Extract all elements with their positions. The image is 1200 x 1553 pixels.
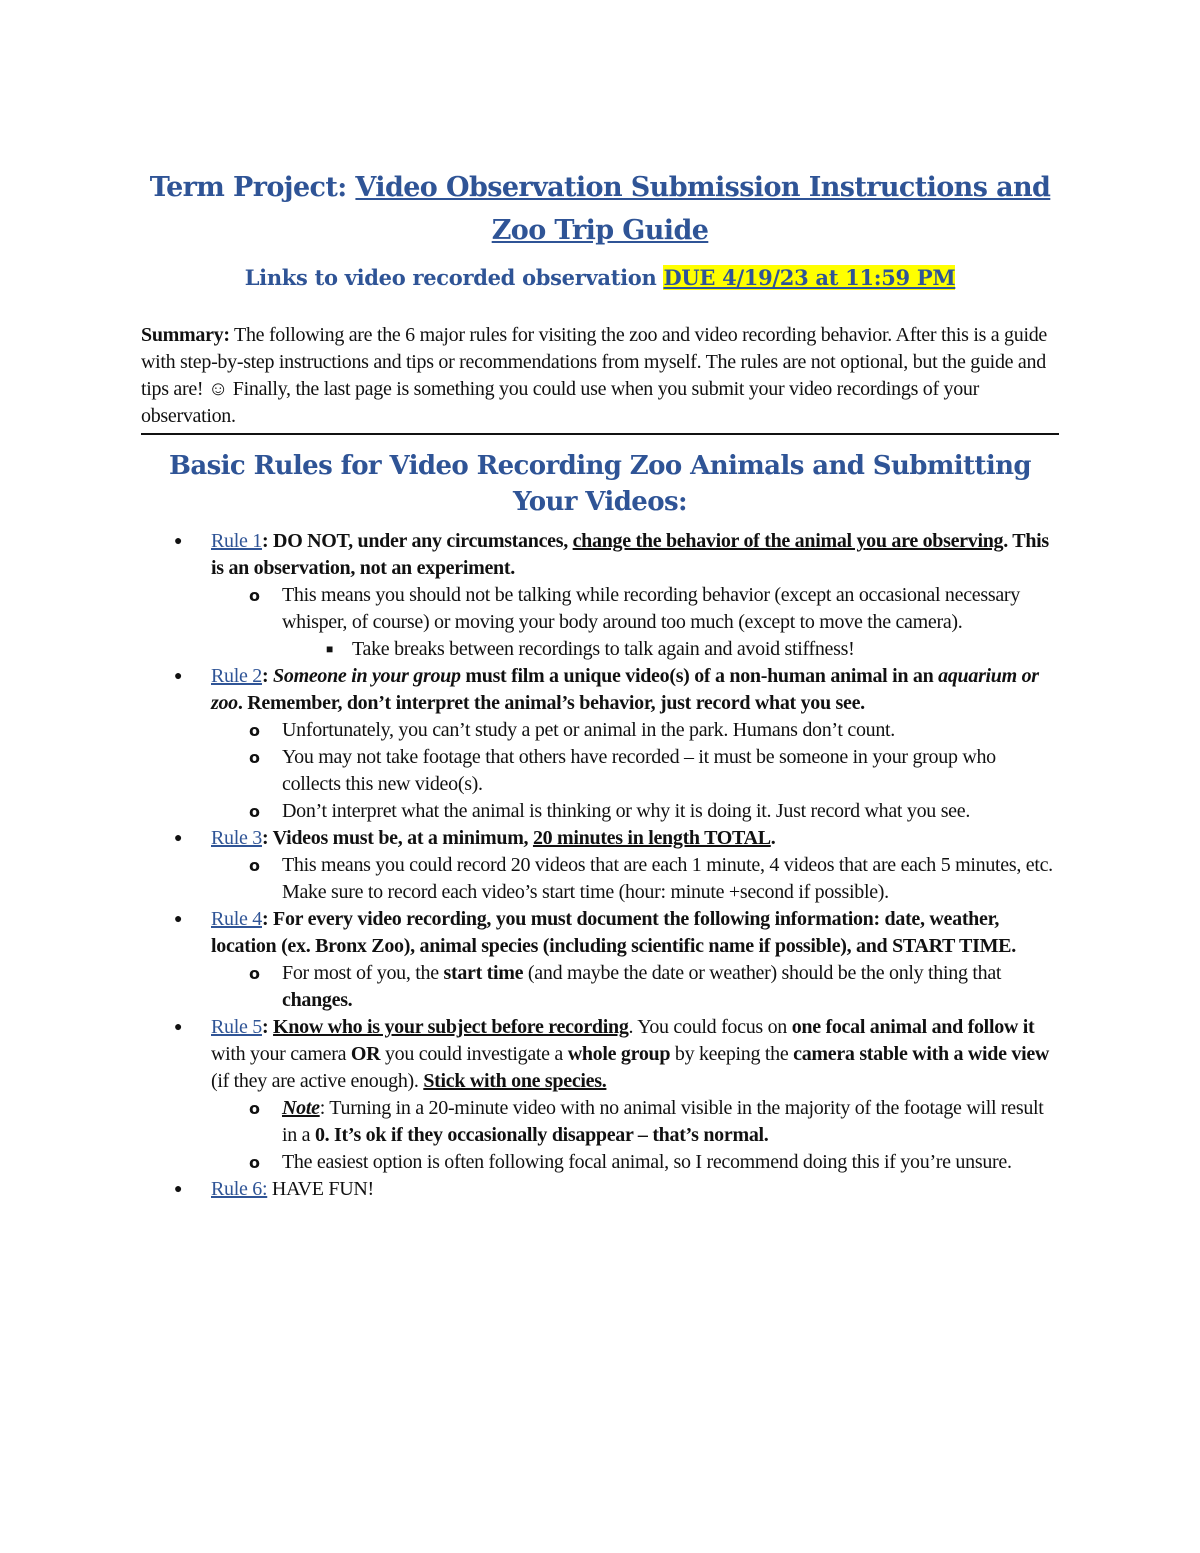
rule-1-sub-1-text: This means you should not be talking while recording behavior (except an occasional necessary whisper, of course) or moving your body around too much (except to move the camera). (282, 584, 1020, 633)
rule-5-text-i: by keeping the (670, 1043, 794, 1065)
summary-text: The following are the 6 major rules for visiting the zoo and video recording behavior. After this is a guide with step-by-step instructions and tips or recommendations from myself. The rules are not optional, but the guide and tips are! ☺ Finally, the last page is something you could use when you submit your video recordings of your observation. (141, 324, 1047, 427)
rule-3-link[interactable]: Rule 3 (211, 827, 262, 849)
bullet-circle: o (249, 748, 260, 767)
summary-paragraph (141, 322, 1059, 435)
bullet-square: ■ (326, 642, 333, 656)
rule-5-text-c: . You could focus on (628, 1016, 792, 1038)
rule-5-sub-1-text-c: 0. It’s ok if they occasionally disappear – that’s normal. (314, 1124, 769, 1146)
bullet-dot: ● (174, 1182, 183, 1197)
bullet-circle: o (249, 721, 260, 740)
rule-6 (141, 1176, 1059, 1203)
rule-5-text-b: Know who is your subject before recording (273, 1016, 629, 1038)
rule-3-text-a: : Videos must be, at a minimum, (261, 827, 533, 849)
rule-5-text-l: Stick with one species. (423, 1070, 607, 1092)
subtitle-text: Links to video recorded observation (244, 265, 664, 290)
rule-5-link[interactable]: Rule 5 (211, 1016, 262, 1038)
rule-4-text-a: : For every video recording, you must document the following information: date, weather, location (ex. Bronx Zoo), animal species (including scientific name if possible), and START TIME. (211, 908, 1016, 957)
rule-2-sub-3 (141, 798, 1059, 825)
rule-5-text-j: camera stable with a wide view (793, 1043, 1050, 1065)
rule-4 (141, 906, 1059, 960)
rules-heading: Basic Rules for Video Recording Zoo Animals and Submitting Your Videos: (168, 451, 1032, 517)
bullet-dot: ● (174, 669, 183, 684)
rule-2-text-e: . Remember, don’t interpret the animal’s behavior, just record what you see. (237, 692, 865, 714)
rule-4-link[interactable]: Rule 4 (211, 908, 262, 930)
rule-5 (141, 1014, 1059, 1095)
rule-1-sub-1 (141, 582, 1059, 636)
rule-2-text-b: Someone in your group (273, 665, 461, 687)
rule-1-text-a: : DO NOT (261, 530, 349, 552)
rule-5-note-label: Note (282, 1097, 320, 1119)
rule-4-sub-1-text-d: changes. (282, 989, 353, 1011)
rule-1-text-b: , under any circumstances, (348, 530, 573, 552)
rule-5-sub-2-text: The easiest option is often following focal animal, so I recommend doing this if you’re unsure. (282, 1151, 1012, 1173)
summary-label: Summary: (141, 324, 230, 346)
rule-2-text-d: aquarium or zoo (211, 665, 1039, 714)
title-line2: Zoo Trip Guide (491, 215, 709, 246)
due-date-highlight: DUE 4/19/23 at 11:59 PM (663, 265, 956, 290)
rule-4-sub-1-text-b: start time (443, 962, 524, 984)
rule-3-sub-1 (141, 852, 1059, 906)
rule-4-sub-1 (141, 960, 1059, 1014)
rule-3-text-c: . (770, 827, 776, 849)
rule-2-sub-3-text: Don’t interpret what the animal is thinking or why it is doing it. Just record what you see. (282, 800, 971, 822)
rule-1-text-d: . This is an observation, not an experiment. (211, 530, 1049, 579)
rule-5-text-d: one focal animal and follow it (791, 1016, 1035, 1038)
rule-5-text-h: whole group (567, 1043, 671, 1065)
rule-2-sub-1-text: Unfortunately, you can’t study a pet or animal in the park. Humans don’t count. (282, 719, 896, 741)
rule-1-subsub-1-text: Take breaks between recordings to talk again and avoid stiffness! (352, 638, 855, 660)
rule-3-text-b: 20 minutes in length TOTAL (532, 827, 771, 849)
bullet-dot: ● (174, 831, 183, 846)
bullet-circle: o (249, 1153, 260, 1172)
title-line1: Video Observation Submission Instructions and (355, 172, 1051, 203)
bullet-dot: ● (174, 912, 183, 927)
rule-1-text-c: change the behavior of the animal you are observing (572, 530, 1004, 552)
bullet-circle: o (249, 586, 260, 605)
bullet-circle: o (249, 802, 260, 821)
rule-4-sub-1-text-a: For most of you, the (282, 962, 444, 984)
rule-2-text-c: must film a unique video(s) of a non-human animal in an (460, 665, 939, 687)
rule-1-link[interactable]: Rule 1 (211, 530, 262, 552)
rule-2 (141, 663, 1059, 717)
rule-1-subsub-1 (141, 636, 1059, 663)
rule-6-text: HAVE FUN! (267, 1178, 374, 1200)
rule-2-sub-2-text: You may not take footage that others have recorded – it must be someone in your group who collects this new video(s). (282, 746, 996, 795)
rule-5-text-f: OR (350, 1043, 381, 1065)
page-subtitle (141, 263, 1059, 293)
rule-5-text-g: you could investigate a (380, 1043, 568, 1065)
rule-3-sub-1-text: This means you could record 20 videos that are each 1 minute, 4 videos that are each 5 minutes, etc. Make sure to record each video’s start time (hour: minute +second if possible). (282, 854, 1053, 903)
rule-5-text-k: (if they are active enough). (211, 1070, 424, 1092)
rule-2-link[interactable]: Rule 2 (211, 665, 262, 687)
rule-4-sub-1-text-c: (and maybe the date or weather) should be the only thing that (523, 962, 1002, 984)
bullet-dot: ● (174, 534, 183, 549)
bullet-dot: ● (174, 1020, 183, 1035)
rule-5-sub-1-text-b: : Turning in a 20-minute video with no animal visible in the majority of the footage will result in a (282, 1097, 1044, 1146)
rule-6-link[interactable]: Rule 6: (211, 1178, 268, 1200)
rule-5-text-a: : (261, 1016, 274, 1038)
rule-3 (141, 825, 1059, 852)
page-title (141, 166, 1059, 252)
rule-2-sub-2 (141, 744, 1059, 798)
title-prefix: Term Project: (149, 172, 356, 203)
rule-2-sub-1 (141, 717, 1059, 744)
bullet-circle: o (249, 964, 260, 983)
rules-list (141, 528, 1059, 1203)
bullet-circle: o (249, 856, 260, 875)
rule-5-sub-2 (141, 1149, 1059, 1176)
rule-5-text-e: with your camera (211, 1043, 351, 1065)
rule-2-text-a: : (261, 665, 274, 687)
rule-5-sub-1 (141, 1095, 1059, 1149)
rule-1 (141, 528, 1059, 582)
bullet-circle: o (249, 1099, 260, 1118)
